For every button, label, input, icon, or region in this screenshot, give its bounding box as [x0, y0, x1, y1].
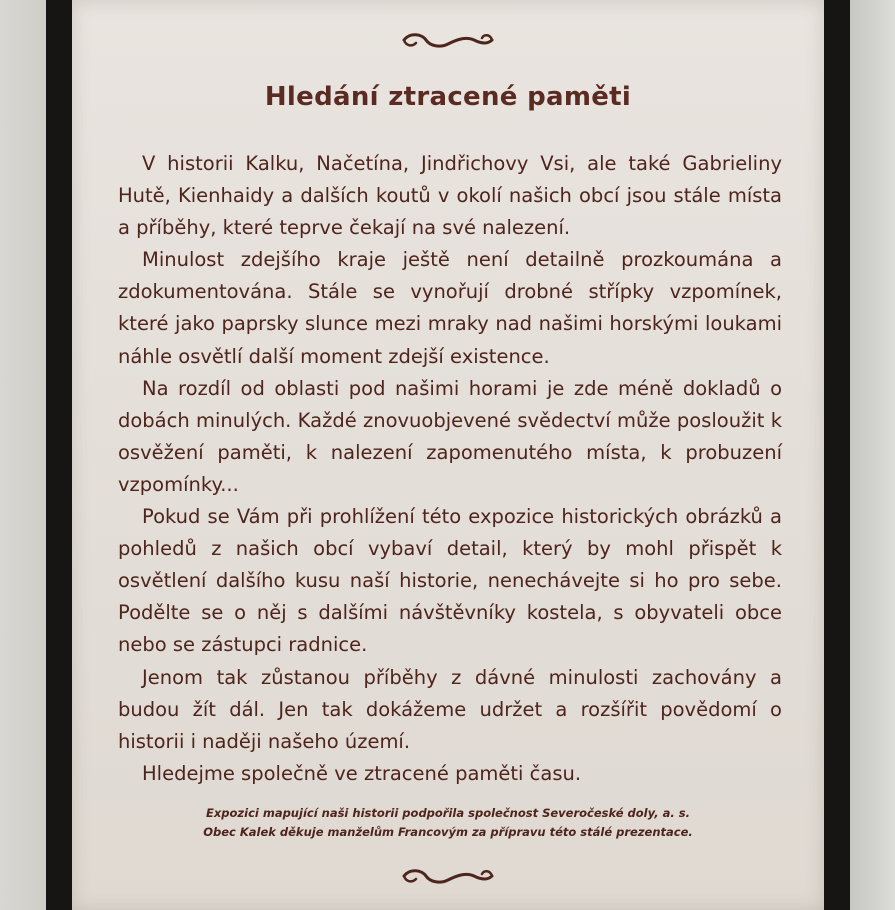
wall-left [0, 0, 46, 910]
sign-body [118, 148, 782, 790]
sign-title: Hledání ztracené paměti [264, 82, 632, 112]
wall-right [850, 0, 895, 910]
paragraph: Na rozdíl od oblasti pod našimi horami je zde méně dokladů o dobách minulých. Každé znovuobjevené svědectví může posloužit k osvěžení paměti, k nalezení zapomenutého místa, k probuzení vzpomínky... [118, 376, 782, 496]
paragraph: Pokud se Vám při prohlížení této expozice historických obrázků a pohledů z našich obcí vybaví detail, který by mohl přispět k osvětlení dalšího kusu naší historie, nenechávejte si ho pro sebe. Podělte se o něj s dalšími návštěvníky kostela, s obyvateli obce nebo se zástupci radnice. [118, 505, 782, 657]
sign-panel [72, 0, 824, 910]
sponsor-credit: Expozici mapující naši historii podpořila společnost Severočeské doly, a. s. [206, 806, 690, 820]
paragraph: V historii Kalku, Načetína, Jindřichovy Vsi, ale také Gabrieliny Hutě, Kienhaidy a dalších koutů v okolí našich obcí jsou stále místa a příběhy, které teprve čekají na své nalezení. [118, 152, 782, 240]
flourish-icon [400, 32, 496, 52]
thanks-credit: Obec Kalek děkuje manželům Francovým za přípravu této stálé prezentace. [203, 825, 693, 839]
paragraph: Minulost zdejšího kraje ještě není detailně prozkoumána a zdokumentována. Stále se vynořují drobné střípky vzpomínek, které jako paprsky slunce mezi mraky nad našimi horskými loukami náhle osvětlí další moment zdejší existence. [118, 248, 782, 368]
paragraph: Hledejme společně ve ztracené paměti času. [142, 761, 582, 785]
flourish-icon [400, 868, 496, 888]
paragraph: Jenom tak zůstanou příběhy z dávné minulosti zachovány a budou žít dál. Jen tak dokážeme udržet a rozšířit povědomí o historii i naději našeho území. [118, 665, 782, 753]
